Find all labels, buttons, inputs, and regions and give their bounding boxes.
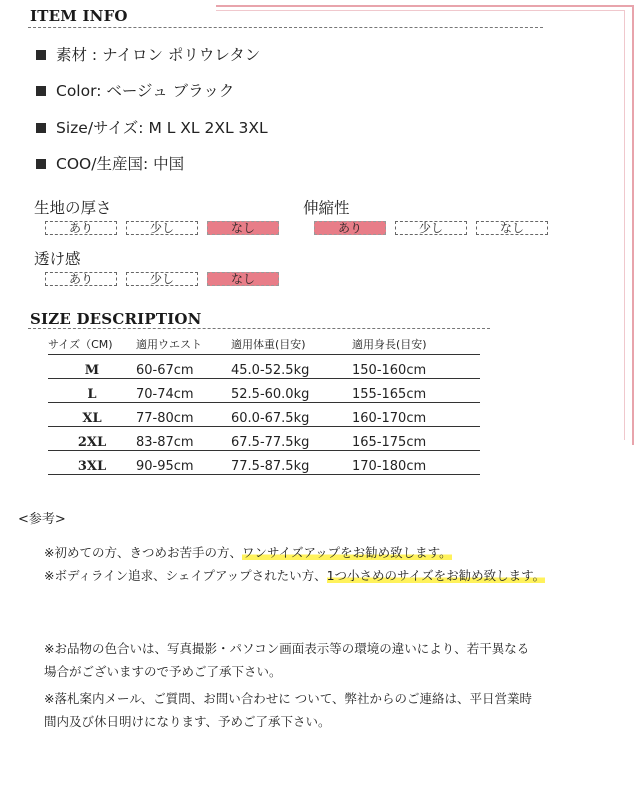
height-cell: 160-170cm (352, 405, 480, 427)
size-description-divider (28, 328, 490, 329)
waist-cell: 70-74cm (136, 381, 231, 403)
bullet-icon (36, 123, 46, 133)
height-cell: 155-165cm (352, 381, 480, 403)
spec-material: 素材 : ナイロン ポリウレタン (36, 43, 260, 65)
note-highlight: 1つ小さめのサイズをお勧め致します。 (326, 568, 546, 583)
sheer-label: 透け感 (34, 250, 81, 268)
thickness-option: なし (207, 221, 279, 235)
height-cell: 150-160cm (352, 357, 480, 379)
stretch-label: 伸縮性 (303, 199, 350, 217)
thickness-option: あり (45, 221, 117, 235)
weight-cell: 60.0-67.5kg (231, 405, 352, 427)
waist-cell: 90-95cm (136, 453, 231, 475)
size-cell: 3XL (48, 453, 136, 475)
frame-line-right (632, 5, 634, 445)
spec-coo: COO/生産国: 中国 (36, 152, 184, 174)
header-weight: 適用体重(目安) (231, 336, 352, 355)
weight-cell: 77.5-87.5kg (231, 453, 352, 475)
size-table (48, 336, 480, 475)
bullet-icon (36, 50, 46, 60)
size-cell: XL (48, 405, 136, 427)
table-row (48, 357, 480, 379)
table-row (48, 453, 480, 475)
note-line-6: 間内及び休日明けになります、予めご了承下さい。 (44, 714, 331, 729)
bullet-icon (36, 86, 46, 96)
size-cell: M (48, 357, 136, 379)
frame-line-top-inner (216, 10, 624, 11)
spec-size: Size/サイズ: M L XL 2XL 3XL (36, 116, 268, 138)
size-table-header (48, 336, 480, 355)
size-cell: L (48, 381, 136, 403)
note-line-1: ※初めての方、きつめお苦手の方、ワンサイズアップをお勧め致します。 (44, 545, 452, 560)
sheer-option: 少し (126, 272, 198, 286)
stretch-option: あり (314, 221, 386, 235)
note-highlight: ワンサイズアップをお勧め致します。 (241, 545, 452, 560)
item-info-title: ITEM INFO (30, 7, 128, 25)
weight-cell: 45.0-52.5kg (231, 357, 352, 379)
notes-heading: <参考> (18, 512, 66, 527)
sheer-option: なし (207, 272, 279, 286)
header-waist: 適用ウエスト (136, 336, 231, 355)
size-description-title: SIZE DESCRIPTION (30, 310, 202, 328)
waist-cell: 77-80cm (136, 405, 231, 427)
thickness-option: 少し (126, 221, 198, 235)
item-info-divider (28, 27, 543, 28)
note-line-4: 場合がございますので予めご了承下さい。 (44, 664, 282, 679)
table-row (48, 405, 480, 427)
spec-color: Color: ベージュ ブラック (36, 79, 234, 101)
waist-cell: 83-87cm (136, 429, 231, 451)
weight-cell: 52.5-60.0kg (231, 381, 352, 403)
stretch-option: なし (476, 221, 548, 235)
table-row (48, 381, 480, 403)
note-line-3: ※お品物の色合いは、写真撮影・パソコン画面表示等の環境の違いにより、若干異なる (44, 641, 530, 656)
header-size: サイズ（CM) (48, 336, 136, 355)
note-line-5: ※落札案内メール、ご質問、お問い合わせに ついて、弊社からのご連絡は、平日営業時 (44, 691, 532, 706)
note-line-2: ※ボディライン追求、シェイプアップされたい方、1つ小さめのサイズをお勧め致します。 (44, 568, 546, 583)
bullet-icon (36, 159, 46, 169)
waist-cell: 60-67cm (136, 357, 231, 379)
weight-cell: 67.5-77.5kg (231, 429, 352, 451)
stretch-option: 少し (395, 221, 467, 235)
height-cell: 165-175cm (352, 429, 480, 451)
thickness-label: 生地の厚さ (34, 199, 112, 217)
size-cell: 2XL (48, 429, 136, 451)
height-cell: 170-180cm (352, 453, 480, 475)
frame-line-top (216, 5, 632, 7)
frame-line-right-inner (624, 10, 625, 440)
sheer-option: あり (45, 272, 117, 286)
header-height: 適用身長(目安) (352, 336, 480, 355)
table-row (48, 429, 480, 451)
